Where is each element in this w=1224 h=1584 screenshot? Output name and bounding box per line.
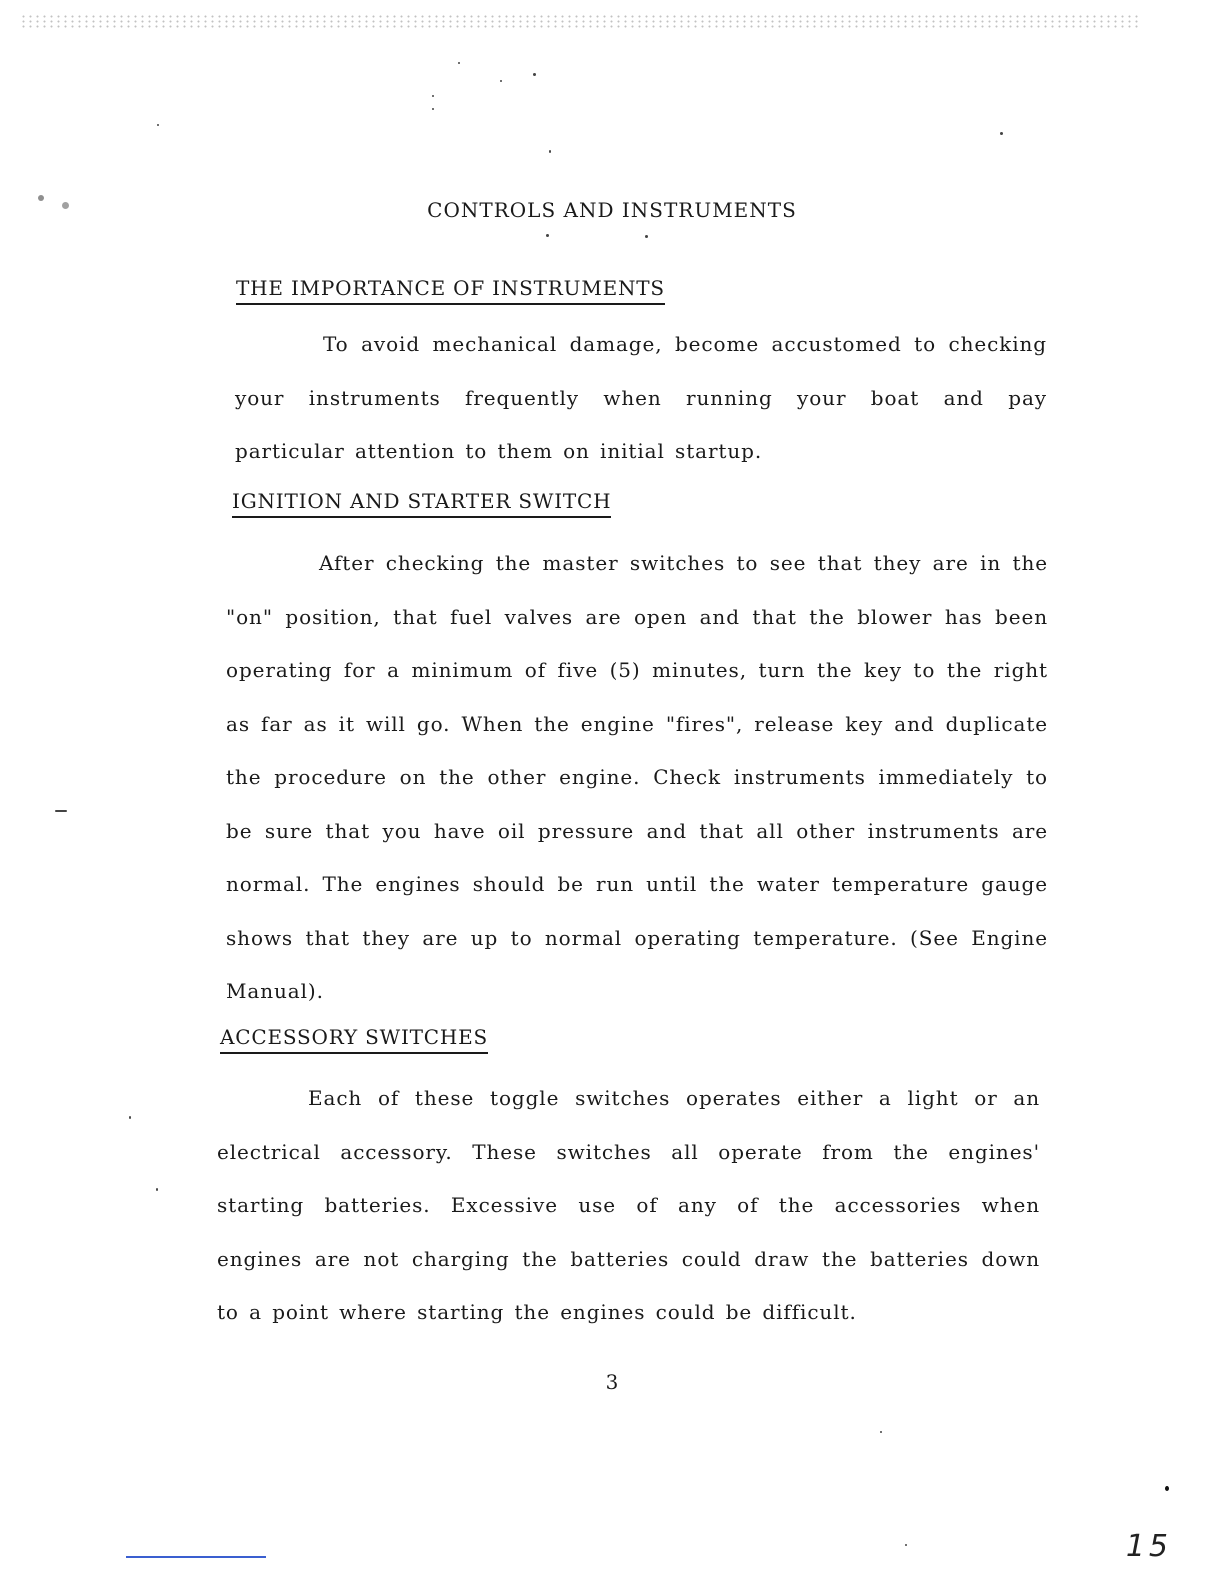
section-paragraph-accessory-switches: Each of these toggle switches operates either a light or an electrical accessory. These switches all operate from the engines' starting batteries. Excessive use of any of the accessories when engines are not charging the batteries could draw the batteries down to a point where starting the engines could be difficult. [217,1086,1040,1324]
scan-speck [432,108,434,110]
section-paragraph-ignition-and-starter-switch: After checking the master switches to see that they are in the "on" position, that fuel valves are open and that the blower has been operating for a minimum of five (5) minutes, turn the key to the right as far as it will go. When the engine "fires", release key and duplicate the procedure on the other engine. Check instruments immediately to be sure that you have oil pressure and that all other instruments are normal. The engines should be run until the water temperature gauge shows that they are up to normal operating temperature. (See Engine Manual). [226,551,1048,1003]
page-title: CONTROLS AND INSTRUMENTS [427,198,797,222]
scan-speck [645,235,648,238]
scan-speck [905,1544,907,1546]
scan-speck [156,1188,158,1191]
handwritten-page-mark: 15 [1125,1529,1172,1564]
scan-speck [432,95,434,97]
scan-speck [1000,132,1003,135]
scan-speck [549,150,551,153]
scan-speck [458,62,460,64]
footer-rule [126,1556,266,1558]
scan-speck [880,1431,882,1433]
scan-speck [533,73,536,76]
scan-speck [129,1116,131,1119]
section-heading-ignition-and-starter-switch: IGNITION AND STARTER SWITCH [232,489,611,518]
section-paragraph-importance-of-instruments: To avoid mechanical damage, become accustomed to checking your instruments frequently when running your boat and pay particular attention to them on initial startup. [235,332,1047,463]
section-heading-importance-of-instruments: THE IMPORTANCE OF INSTRUMENTS [236,276,665,305]
section-heading-accessory-switches: ACCESSORY SWITCHES [220,1025,488,1054]
scan-speck [157,124,159,126]
page-number: 3 [605,1370,619,1394]
scan-speck [55,810,67,812]
scan-speck [500,80,502,82]
scan-noise [20,14,1140,30]
scan-speck [546,234,549,237]
scan-speck [1165,1486,1169,1491]
